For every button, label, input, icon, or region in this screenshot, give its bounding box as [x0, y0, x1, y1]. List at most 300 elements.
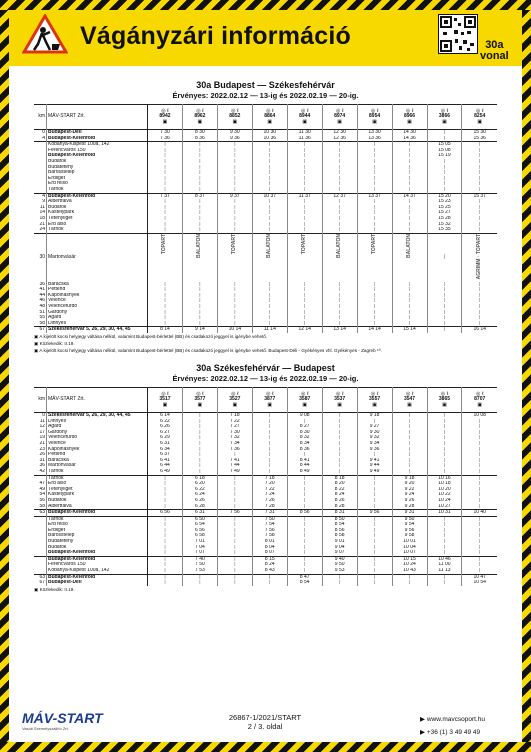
t1-time: |	[182, 165, 217, 171]
t1-time: |	[148, 210, 183, 216]
t2-time: 7 49	[217, 469, 252, 475]
t2-time: 7 07	[182, 550, 217, 556]
qr-code[interactable]	[438, 14, 478, 54]
t1-time: 8 30	[182, 130, 217, 136]
t1-train-number: ◎ ℓ 8974 ▣	[322, 105, 357, 130]
t1-time	[392, 233, 427, 281]
t1-time: |	[287, 205, 322, 211]
t1-time: |	[148, 315, 183, 321]
hazard-stripe-left	[0, 10, 9, 742]
t2-time: 6 26	[148, 424, 183, 430]
t2-km: 58	[39, 503, 45, 509]
t2-time: 7 34	[217, 441, 252, 447]
t2-km: 17	[39, 429, 45, 435]
t1-station: Velencefürdő	[47, 304, 148, 310]
t1-time: |	[217, 304, 252, 310]
t1-time: |	[322, 227, 357, 233]
t1-train-name: BALATON	[335, 233, 342, 258]
t2-time: |	[427, 574, 462, 580]
t1-train-number: ◎ ℓ 3866 ▣	[427, 105, 462, 130]
t2-time: |	[182, 441, 217, 447]
t2-time: |	[427, 550, 462, 556]
t2-train-number: ◎ ℓ 3517 ▣	[148, 388, 183, 413]
t2-time: |	[252, 463, 287, 469]
t1-note-text: A kijelölt kocsi helyjegy váltása nélkül, valamint Budapest-bérlettel (BB) és csatlakozó jeggyel is igénybe vehető. Budapest-Déli - Gyékényes vhl. Gyékényes - Zagreb ⁶⁰.	[39, 348, 382, 353]
t2-time: 7 32	[217, 435, 252, 441]
t1-time: 13 14	[322, 327, 357, 333]
t1-time	[217, 233, 252, 281]
t2-time: 11 13	[427, 568, 462, 574]
t1-time: |	[287, 187, 322, 193]
t2-time: |	[392, 430, 427, 436]
t2-time: |	[392, 413, 427, 419]
t2-station: Kápolnásnyék	[47, 447, 148, 453]
t2-time: |	[427, 469, 462, 475]
t1-time: |	[427, 304, 462, 310]
t2-time: |	[427, 441, 462, 447]
t1-train-class-icon: ▣	[232, 118, 238, 125]
t1-time: |	[357, 222, 392, 228]
t1-time: |	[357, 170, 392, 176]
t2-header-row	[34, 388, 497, 413]
t2-time: 9 20	[392, 481, 427, 487]
t1-time: 15 20	[427, 193, 462, 199]
t1-time	[322, 233, 357, 281]
t1-km: 9	[42, 199, 45, 205]
t1-time: |	[462, 282, 497, 288]
t1-station: Baracska	[47, 282, 148, 288]
t2-time: |	[462, 568, 497, 574]
t2-station: Agárd	[47, 424, 148, 430]
t2-time: 6 26	[182, 498, 217, 504]
brand-sub: Vasúti Személyszállító Zrt.	[22, 726, 69, 731]
t1-time: |	[357, 142, 392, 148]
t2-time: |	[217, 568, 252, 574]
t2-time: |	[462, 533, 497, 539]
t1-time: |	[392, 315, 427, 321]
t2-time: |	[148, 522, 183, 528]
t2-time: 9 01	[322, 539, 357, 545]
t2-note-icon: ▣	[34, 586, 40, 592]
t2-time: |	[287, 545, 322, 551]
t2-time: 8 32	[287, 435, 322, 441]
t2-time: 6 28	[182, 504, 217, 510]
t1-station: Velence	[47, 298, 148, 304]
t2-time: 6 56	[182, 528, 217, 534]
t2-train-number-text: 3527	[229, 396, 241, 403]
t1-time: |	[252, 321, 287, 327]
t2-train-number: ◎ ℓ 3577 ▣	[182, 388, 217, 413]
t2-time: 9 28	[392, 504, 427, 510]
t2-time: |	[322, 574, 357, 580]
timetable-page	[34, 80, 497, 593]
t1-time: |	[252, 293, 287, 299]
t1-row	[34, 233, 497, 281]
t1-note	[34, 347, 497, 354]
t1-time: |	[357, 165, 392, 171]
t1-train-class-icon: ▣	[197, 118, 203, 125]
t2-time: 8 47	[287, 574, 322, 580]
t2-time: |	[322, 447, 357, 453]
t1-train-number-text: 8942	[159, 113, 171, 120]
t1-train-number: ◎ ℓ 8962 ▣	[182, 105, 217, 130]
phone-text: +36 (1) 3 49 49 49	[426, 729, 481, 736]
t1-km: 58	[39, 320, 45, 326]
t2-time: 10 40	[462, 510, 497, 517]
t1-km: 24	[39, 227, 45, 233]
t1-time: |	[322, 187, 357, 193]
t2-time: |	[287, 452, 322, 458]
t2-station: Ferencváros 150	[47, 562, 148, 568]
t2-time: |	[392, 469, 427, 475]
t2-time: 7 44	[217, 463, 252, 469]
t2-time: 7 24	[252, 492, 287, 498]
t1-time: 12 30	[322, 130, 357, 136]
t2-time: |	[322, 458, 357, 464]
t2-train-number: ◎ ℓ 8707 ▣	[462, 388, 497, 413]
hazard-stripe-right	[522, 10, 531, 742]
t1-time: |	[252, 170, 287, 176]
t1-time: |	[392, 153, 427, 159]
t1-time: |	[252, 142, 287, 148]
t1-km: 67	[39, 326, 45, 333]
t1-time: |	[252, 282, 287, 288]
t2-time: 8 50	[322, 516, 357, 522]
t1-time: 15 19	[427, 153, 462, 159]
t2-time: |	[148, 550, 183, 556]
page-number: 2 / 3. oldal	[247, 722, 283, 731]
t2-station: Budapest-Déli	[47, 580, 148, 586]
t2-time: 6 22	[182, 487, 217, 493]
t1-time: |	[322, 153, 357, 159]
t2-km: 31	[39, 457, 45, 463]
t2-time: |	[182, 435, 217, 441]
t1-time: 11 36	[287, 136, 322, 142]
t1-time: |	[392, 321, 427, 327]
t2-time: 10 22	[427, 492, 462, 498]
t1-time: |	[322, 287, 357, 293]
t1-station: Barosstelep	[47, 170, 148, 176]
t2-time: |	[182, 447, 217, 453]
t2-km: 36	[39, 463, 45, 469]
t2-time: 10 20	[427, 487, 462, 493]
t1-time: |	[462, 153, 497, 159]
t2-train-class-icon: ▣	[407, 401, 412, 408]
phone-link[interactable]	[420, 726, 485, 739]
t1-time: |	[427, 293, 462, 299]
t2-time: |	[392, 580, 427, 586]
t2-time: 6 41	[148, 458, 183, 464]
t1-time: |	[322, 315, 357, 321]
t2-time: |	[322, 463, 357, 469]
t1-station: Érdliget	[47, 176, 148, 182]
t2-time: 7 30	[217, 430, 252, 436]
t1-station: Albertfalva	[47, 199, 148, 205]
t2-time: |	[217, 498, 252, 504]
t1-time: |	[357, 321, 392, 327]
t1-time: 14 14	[357, 327, 392, 333]
t1-time: |	[392, 293, 427, 299]
t2-time: |	[322, 413, 357, 419]
t2-time: 7 40	[182, 556, 217, 562]
t1-time: 8 36	[182, 136, 217, 142]
hazard-stripe-top	[0, 0, 531, 10]
t2-time: 6 56	[148, 510, 183, 517]
t1-time: |	[182, 176, 217, 182]
line-number: 30a	[485, 39, 504, 51]
t2-time: |	[182, 452, 217, 458]
t1-time: |	[322, 298, 357, 304]
t2-time: |	[427, 580, 462, 586]
t1-time: |	[322, 181, 357, 187]
t1-time: |	[357, 176, 392, 182]
t2-station: Tárnok	[47, 475, 148, 481]
t2-train-class-icon: ▣	[477, 401, 483, 408]
t1-time: |	[462, 210, 497, 216]
t1-time: |	[217, 153, 252, 159]
t2-station: Tétényliget	[47, 487, 148, 493]
t1-time: |	[148, 148, 183, 154]
t1-time: |	[462, 148, 497, 154]
t1-train-number-text: 8254	[474, 113, 486, 120]
t2-time: |	[148, 504, 183, 510]
t2-time: 9 04	[322, 545, 357, 551]
t2-time: 8 31	[322, 510, 357, 517]
t2-time: |	[462, 528, 497, 534]
t1-time: |	[357, 153, 392, 159]
t1-time: 15 25	[427, 205, 462, 211]
t1-time: |	[392, 170, 427, 176]
t2-time: 8 43	[252, 568, 287, 574]
t2-time: |	[252, 441, 287, 447]
t2-time: |	[217, 539, 252, 545]
t2-time: |	[427, 463, 462, 469]
t1-time	[148, 233, 183, 281]
t2-km: 67	[39, 580, 45, 586]
timetable-1-validity: Érvényes: 2022.02.12 — 13-ig és 2022.02.19 — 20-ig.	[172, 91, 359, 100]
t1-time: |	[357, 293, 392, 299]
t2-time: 7 50	[182, 562, 217, 568]
t1-time: |	[462, 315, 497, 321]
t1-time: |	[392, 216, 427, 222]
t1-time: |	[182, 227, 217, 233]
t1-train-name: BALATON	[196, 233, 203, 258]
t1-time: |	[462, 199, 497, 205]
t1-train-class-icon: ▣	[337, 118, 343, 125]
t1-time: |	[287, 304, 322, 310]
t2-time: 7 36	[217, 447, 252, 453]
t2-time: 8 58	[322, 533, 357, 539]
t2-time: |	[217, 504, 252, 510]
t1-train-class-icon: ▣	[442, 118, 447, 125]
t2-time: |	[217, 550, 252, 556]
t1-time: |	[217, 310, 252, 316]
t1-time	[287, 233, 322, 281]
page-title: Vágányzári információ	[80, 22, 351, 50]
t1-time	[462, 233, 497, 281]
t1-note-icon: ▣	[34, 341, 40, 346]
t1-time: |	[287, 159, 322, 165]
t2-time: |	[357, 452, 392, 458]
t1-train-number-text: 8944	[299, 113, 311, 120]
t1-time: |	[252, 165, 287, 171]
t1-train-number: ◎ ℓ 8954 ▣	[357, 105, 392, 130]
t2-time: 9 32	[357, 435, 392, 441]
t1-time: |	[287, 321, 322, 327]
t1-time: |	[148, 227, 183, 233]
t1-time: |	[427, 321, 462, 327]
t2-note	[34, 586, 497, 593]
t1-km: 18	[39, 215, 45, 221]
t2-time: 10 47	[462, 574, 497, 580]
t2-time: |	[287, 533, 322, 539]
t2-time: |	[217, 492, 252, 498]
t1-time: 10 14	[217, 327, 252, 333]
t1-time: 7 37	[148, 193, 183, 199]
t2-time: 6 27	[148, 430, 183, 436]
t2-time: |	[217, 580, 252, 586]
t1-note-text: Közlekedik: II.19.	[39, 341, 75, 346]
t1-time: 15 14	[392, 327, 427, 333]
t2-train-number-text: 3865	[438, 396, 451, 403]
t2-time: 7 41	[217, 458, 252, 464]
t2-time: |	[182, 574, 217, 580]
t2-time: 10 24	[427, 498, 462, 504]
t1-time: |	[217, 216, 252, 222]
t1-time: |	[392, 187, 427, 193]
t2-time: |	[182, 424, 217, 430]
t1-time: |	[148, 310, 183, 316]
t2-time: 7 04	[182, 545, 217, 551]
t2-time: |	[287, 498, 322, 504]
t2-time: 6 37	[148, 452, 183, 458]
t2-train-class-icon: ▣	[302, 401, 308, 408]
t2-station: Érd alsó	[47, 481, 148, 487]
t2-time: 8 41	[287, 458, 322, 464]
t2-time: 6 24	[182, 492, 217, 498]
t1-time: |	[252, 181, 287, 187]
t1-time: |	[217, 282, 252, 288]
t1-time: |	[392, 282, 427, 288]
t2-time: 8 49	[287, 469, 322, 475]
t2-time: |	[252, 430, 287, 436]
t1-station: Tárnok	[47, 187, 148, 193]
t2-train-number: ◎ ℓ 3527 ▣	[217, 388, 252, 413]
t2-time: |	[392, 458, 427, 464]
t2-station: Érd felső	[47, 522, 148, 528]
t1-time: 13 36	[357, 136, 392, 142]
t2-km: 26	[39, 452, 45, 458]
t2-time: |	[287, 481, 322, 487]
t1-time: 11 14	[252, 327, 287, 333]
t1-train-number-text: 3866	[438, 113, 451, 120]
t1-time: 11 37	[287, 193, 322, 199]
t1-station: Székesfehérvár 5, 26, 29, 30, 44, 45	[47, 327, 148, 333]
t1-time: |	[322, 293, 357, 299]
t2-time: 11 00	[427, 562, 462, 568]
t2-time: 7 54	[252, 522, 287, 528]
t2-train-number-text: 3557	[369, 396, 381, 403]
t2-time: |	[462, 487, 497, 493]
t2-time: |	[217, 556, 252, 562]
t1-time: |	[462, 165, 497, 171]
t1-time: |	[182, 287, 217, 293]
t2-km: 47	[39, 481, 45, 487]
t1-time: |	[392, 304, 427, 310]
t1-time: 16 14	[462, 327, 497, 333]
t1-station: Gárdony	[47, 310, 148, 316]
t1-time: |	[182, 315, 217, 321]
t2-time: 8 22	[322, 487, 357, 493]
t1-time: |	[392, 205, 427, 211]
timetable-1-title: 30a Budapest — Székesfehérvár	[196, 80, 335, 90]
t2-time: |	[148, 528, 183, 534]
t2-time: 9 34	[357, 441, 392, 447]
t2-time: |	[148, 580, 183, 586]
t1-time: |	[217, 315, 252, 321]
t2-time: 8 34	[287, 441, 322, 447]
t1-time: |	[182, 293, 217, 299]
t1-time: |	[357, 199, 392, 205]
t2-row	[34, 510, 497, 517]
t2-time: |	[182, 458, 217, 464]
t1-station: Érd felső	[47, 181, 148, 187]
t1-time: |	[287, 310, 322, 316]
t1-time: |	[322, 216, 357, 222]
t1-km: 0	[42, 129, 45, 135]
t1-time: |	[392, 227, 427, 233]
t2-time: |	[252, 580, 287, 586]
t1-time: 7 36	[148, 136, 183, 142]
t2-time: |	[287, 522, 322, 528]
t1-time: |	[217, 199, 252, 205]
t1-time: |	[148, 159, 183, 165]
timetable-2-validity: Érvényes: 2022.02.12 — 13-ig és 2022.02.19 — 20-ig.	[172, 374, 359, 383]
t2-train-number: ◎ ℓ 3547 ▣	[392, 388, 427, 413]
t1-km: 46	[39, 298, 45, 304]
t1-train-class-icon: ▣	[372, 118, 377, 125]
t2-time: 9 36	[357, 447, 392, 453]
t1-time: |	[148, 187, 183, 193]
website-link[interactable]	[420, 713, 485, 726]
t2-train-number-text: 3547	[403, 396, 416, 403]
t2-train-number: ◎ ℓ 3537 ▣	[322, 388, 357, 413]
t1-time: 15 08	[427, 148, 462, 154]
t2-time: |	[427, 413, 462, 419]
t1-time: 10 30	[252, 130, 287, 136]
t1-train-number: ◎ ℓ 8966 ▣	[392, 105, 427, 130]
t1-time: |	[252, 222, 287, 228]
document-reference	[210, 713, 320, 731]
t2-time: |	[462, 556, 497, 562]
t2-time: |	[182, 580, 217, 586]
t1-time: |	[148, 170, 183, 176]
t2-time: 7 31	[252, 510, 287, 517]
t1-time: |	[392, 199, 427, 205]
t1-time: |	[287, 199, 322, 205]
t2-time: |	[357, 568, 392, 574]
t2-station: Velence	[47, 441, 148, 447]
t2-time: |	[287, 475, 322, 481]
t1-time: |	[148, 165, 183, 171]
t1-time: |	[287, 227, 322, 233]
t2-time: |	[427, 522, 462, 528]
t2-time: |	[392, 452, 427, 458]
t2-time: 10 24	[392, 562, 427, 568]
t2-time: |	[357, 516, 392, 522]
t2-time: |	[357, 574, 392, 580]
t1-time: |	[357, 304, 392, 310]
